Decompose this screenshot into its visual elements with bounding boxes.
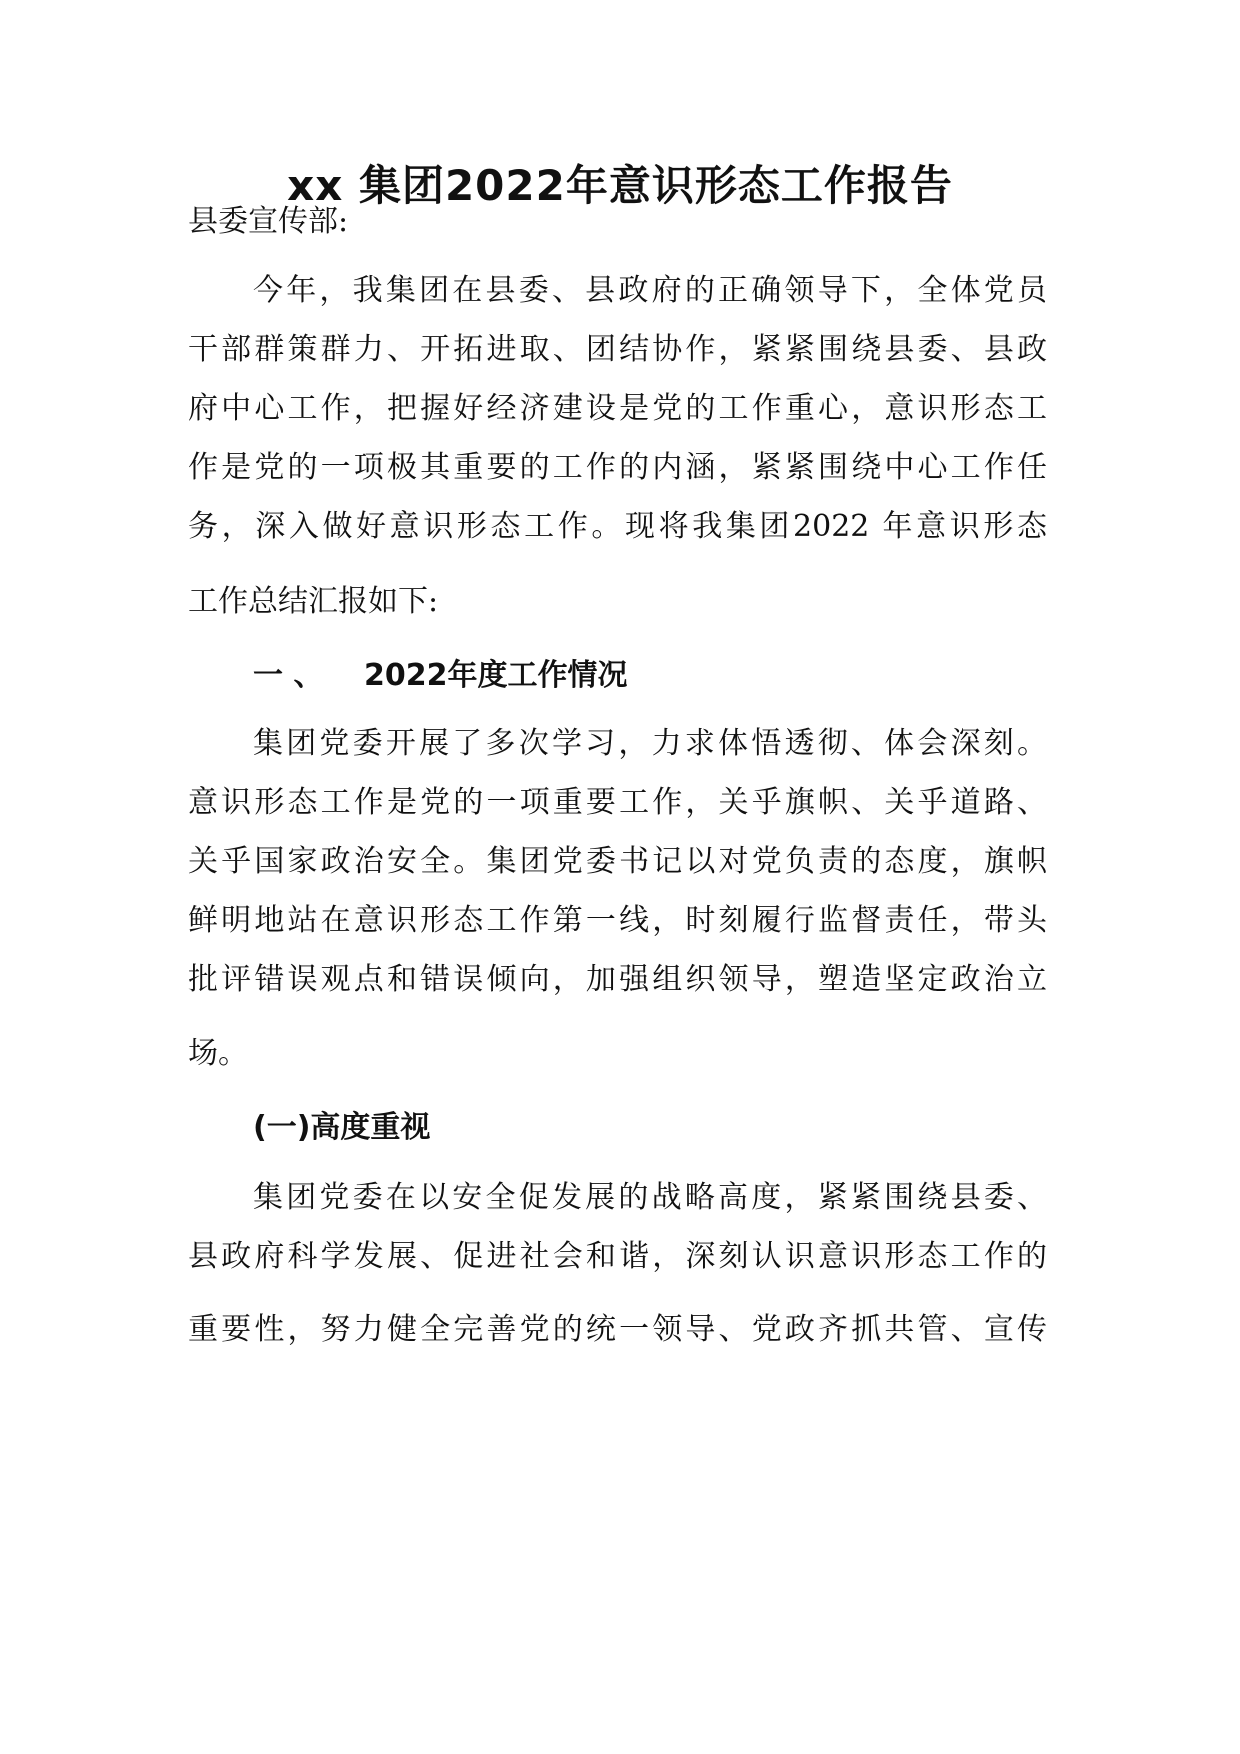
section-number: 一 、 — [253, 658, 324, 693]
paragraph-line: 府中心工作，把握好经济建设是党的工作重心，意识形态工 — [188, 391, 1047, 426]
subsection-heading: (一)高度重视 — [253, 1110, 431, 1145]
paragraph-line: 鲜明地站在意识形态工作第一线，时刻履行监督责任，带头 — [188, 903, 1047, 938]
document-title: xx 集团2022年意识形态工作报告 — [287, 161, 953, 210]
paragraph-line: 今年，我集团在县委、县政府的正确领导下，全体党员 — [253, 273, 1047, 308]
paragraph-line: 县政府科学发展、促进社会和谐，深刻认识意识形态工作的 — [188, 1239, 1047, 1274]
section-heading: 2022年度工作情况 — [364, 658, 628, 693]
paragraph-line: 集团党委在以安全促发展的战略高度，紧紧围绕县委、 — [253, 1180, 1047, 1215]
paragraph-line: 意识形态工作是党的一项重要工作，关乎旗帜、关乎道路、 — [188, 785, 1047, 820]
salutation: 县委宣传部: — [188, 204, 349, 239]
paragraph-line: 批评错误观点和错误倾向，加强组织领导，塑造坚定政治立 — [188, 962, 1047, 997]
paragraph-line: 作是党的一项极其重要的工作的内涵，紧紧围绕中心工作任 — [188, 450, 1047, 485]
paragraph-line: 场。 — [188, 1036, 248, 1071]
paragraph-line: 重要性，努力健全完善党的统一领导、党政齐抓共管、宣传 — [188, 1312, 1047, 1347]
paragraph-line: 干部群策群力、开拓进取、团结协作，紧紧围绕县委、县政 — [188, 332, 1047, 367]
paragraph-line: 工作总结汇报如下: — [188, 584, 439, 619]
paragraph-line: 集团党委开展了多次学习，力求体悟透彻、体会深刻。 — [253, 726, 1047, 761]
paragraph-line: 务，深入做好意识形态工作。现将我集团2022 年意识形态 — [188, 509, 1047, 544]
paragraph-line: 关乎国家政治安全。集团党委书记以对党负责的态度，旗帜 — [188, 844, 1047, 879]
